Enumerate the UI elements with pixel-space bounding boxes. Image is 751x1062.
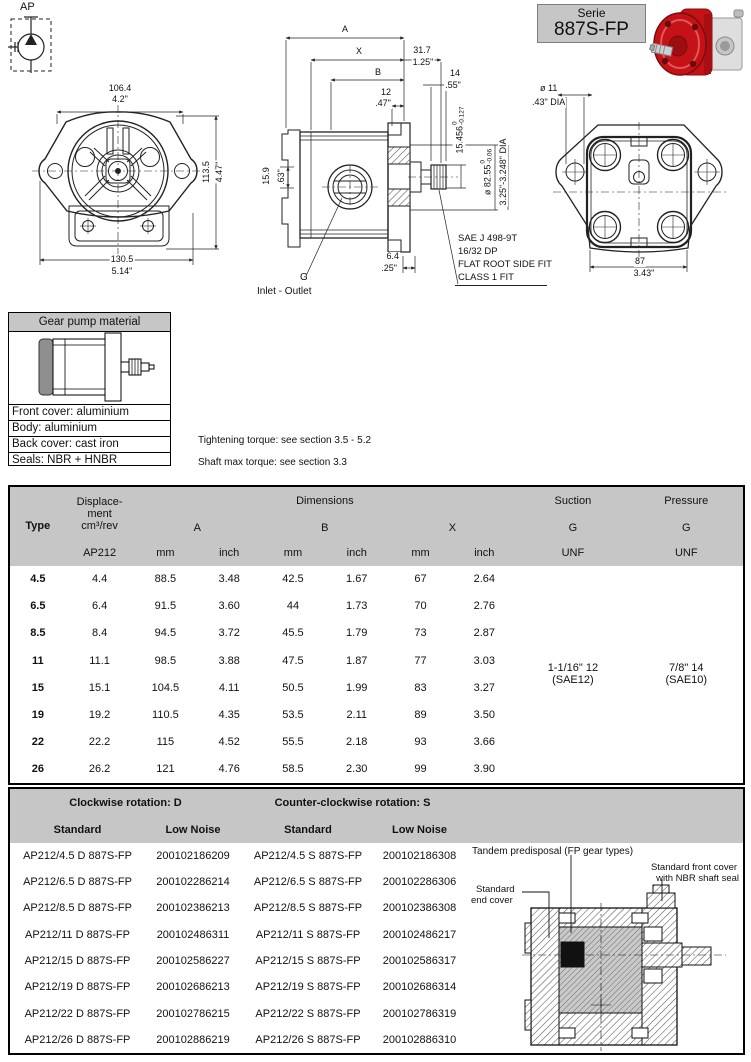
cell-x-in: 3.66 xyxy=(473,736,495,749)
col-header-suction: Suction xyxy=(516,487,629,515)
cell-cw-lownoise: 200102686213 xyxy=(156,981,230,994)
suction-value xyxy=(516,566,629,783)
cell-a-in: 3.48 xyxy=(218,573,240,586)
cell-a-mm: 110.5 xyxy=(152,708,179,721)
cell-type: 6.5 xyxy=(30,600,46,613)
dim-12-in: .47" xyxy=(375,98,391,108)
shaft-length-value: 15.456 xyxy=(454,125,464,154)
dim-label-a: A xyxy=(341,24,349,34)
cell-a-in: 3.72 xyxy=(218,627,240,640)
material-box xyxy=(8,312,171,466)
cell-ccw-standard: AP212/6.5 S 887S-FP xyxy=(253,876,363,889)
tol-hi: 0 xyxy=(451,121,459,125)
tandem-label: Tandem predisposal (FP gear types) xyxy=(472,845,634,857)
cell-a-mm: 88.5 xyxy=(154,573,177,586)
cell-ccw-lownoise: 200102786319 xyxy=(382,1007,457,1020)
displacement-line1: Displace- xyxy=(76,496,123,509)
cell-x-mm: 93 xyxy=(414,736,427,749)
cell-cw-standard: AP212/4.5 D 887S-FP xyxy=(23,849,132,862)
cell-cw-lownoise: 200102186209 xyxy=(156,849,230,862)
dim-64-mm: 6.4 xyxy=(386,251,399,261)
cell-ccw-lownoise: 200102286306 xyxy=(382,876,457,889)
tol-lo: -0.127 xyxy=(458,106,465,125)
cell-type: 26 xyxy=(31,763,44,776)
series-label: Serie xyxy=(577,6,606,20)
pressure-sae: (SAE10) xyxy=(665,674,708,687)
dimensions-table xyxy=(8,485,745,785)
shaft-length-dim xyxy=(453,107,466,154)
cell-cw-lownoise: 200102386213 xyxy=(156,902,230,915)
unit-x-mm: mm xyxy=(389,541,453,565)
pressure-g: G xyxy=(630,515,743,541)
cell-cw-standard: AP212/8.5 D 887S-FP xyxy=(23,902,132,915)
cell-ccw-lownoise: 200102686314 xyxy=(382,981,457,994)
cell-ccw-standard: AP212/8.5 S 887S-FP xyxy=(253,902,363,915)
cell-type: 19 xyxy=(31,708,44,721)
cell-b-in: 1.99 xyxy=(346,681,368,694)
col-header-standard-ccw: Standard xyxy=(241,817,375,842)
cell-b-mm: 44 xyxy=(286,600,300,613)
dim-159-mm: 15.9 xyxy=(261,167,271,185)
dim-317-mm: 31.7 xyxy=(413,45,431,55)
cell-ccw-standard: AP212/15 S 887S-FP xyxy=(255,954,361,967)
col-header-b: B xyxy=(261,515,389,541)
unit-b-inch: inch xyxy=(325,541,389,565)
front-height-mm: 113.5 xyxy=(201,161,211,183)
dim-64-in: .25" xyxy=(381,263,397,273)
col-header-clockwise: Clockwise rotation: D xyxy=(10,789,241,817)
product-photo xyxy=(650,4,750,80)
port-label: G xyxy=(300,272,308,283)
cell-b-mm: 42.5 xyxy=(282,573,304,586)
cell-type: 8.5 xyxy=(30,627,46,640)
material-box-title: Gear pump material xyxy=(9,313,170,332)
dim-label-x: X xyxy=(355,46,363,56)
cell-b-in: 2.18 xyxy=(346,736,368,749)
col-header-x: X xyxy=(389,515,517,541)
cell-a-in: 4.11 xyxy=(218,681,240,694)
displacement-model: AP212 xyxy=(66,541,134,565)
rear-width-mm: 87 xyxy=(634,256,646,266)
section-figure xyxy=(464,843,743,1053)
spline-note-3: FLAT ROOT SIDE FIT xyxy=(458,259,552,270)
cell-ccw-lownoise: 200102886310 xyxy=(382,1033,457,1046)
suction-g: G xyxy=(516,515,629,541)
material-row-body: Body: aluminium xyxy=(9,421,170,437)
unit-a-mm: mm xyxy=(134,541,198,565)
pressure-unf: UNF xyxy=(630,541,743,565)
rear-hole-dia-mm: ø 11 xyxy=(540,83,558,93)
displacement-unit: cm³/rev xyxy=(81,520,118,533)
col-header-pressure: Pressure xyxy=(630,487,743,515)
spline-note-1: SAE J 498-9T xyxy=(458,233,518,244)
cell-a-mm: 98.5 xyxy=(154,654,177,667)
cell-x-mm: 83 xyxy=(414,681,427,694)
cell-x-mm: 77 xyxy=(414,654,427,667)
table-row xyxy=(10,843,743,869)
dim-159-in: .63" xyxy=(276,169,286,185)
cell-disp: 11.1 xyxy=(89,654,110,667)
material-row-seals: Seals: NBR + HNBR xyxy=(12,454,118,466)
cell-cw-standard: AP212/22 D 887S-FP xyxy=(24,1007,131,1020)
cell-x-mm: 70 xyxy=(414,600,427,613)
series-value: 887S-FP xyxy=(554,19,629,40)
cell-ccw-standard: AP212/22 S 887S-FP xyxy=(255,1007,361,1020)
cell-ccw-standard: AP212/26 S 887S-FP xyxy=(255,1033,361,1046)
suction-unf: UNF xyxy=(516,541,629,565)
cell-a-mm: 104.5 xyxy=(151,681,180,694)
ap-symbol-label: AP xyxy=(20,1,35,13)
cell-a-in: 4.76 xyxy=(218,763,240,776)
tol-lo: -0.06 xyxy=(486,148,493,164)
spline-note-4: CLASS 1 FIT xyxy=(458,272,514,283)
cell-cw-standard: AP212/15 D 887S-FP xyxy=(24,954,131,967)
dim-14-mm: 14 xyxy=(449,68,461,78)
cell-ccw-lownoise: 200102386308 xyxy=(382,902,457,915)
pilot-dia-dim xyxy=(481,149,494,195)
cell-b-mm: 55.5 xyxy=(282,736,304,749)
dim-12-mm: 12 xyxy=(380,87,392,97)
cell-x-in: 2.76 xyxy=(473,600,495,613)
cell-a-in: 3.88 xyxy=(218,654,240,667)
cell-ccw-lownoise: 200102586317 xyxy=(382,954,457,967)
suction-size: 1-1/16" 12 xyxy=(547,662,599,675)
col-header-lownoise-cw: Low Noise xyxy=(145,817,241,842)
cell-disp: 4.4 xyxy=(91,573,108,586)
col-header-standard-cw: Standard xyxy=(10,817,145,842)
cell-b-in: 1.67 xyxy=(346,573,368,586)
cell-disp: 19.2 xyxy=(88,708,111,721)
cell-b-in: 1.73 xyxy=(346,600,368,613)
cell-b-in: 2.11 xyxy=(346,708,368,721)
cell-cw-lownoise: 200102886219 xyxy=(156,1033,230,1046)
cell-x-in: 2.64 xyxy=(473,573,495,586)
pump-side-icon xyxy=(9,332,170,403)
pilot-dia-value: ø 82.55 xyxy=(482,164,492,196)
pilot-dia-tolerance xyxy=(481,149,494,164)
cell-x-in: 3.90 xyxy=(473,763,495,776)
cell-a-mm: 115 xyxy=(156,736,175,749)
cell-b-mm: 53.5 xyxy=(282,708,304,721)
cell-b-in: 1.79 xyxy=(346,627,368,640)
cell-disp: 26.2 xyxy=(88,763,111,776)
pressure-size: 7/8" 14 xyxy=(669,662,704,675)
cell-b-in: 2.30 xyxy=(346,763,368,776)
unit-b-mm: mm xyxy=(261,541,325,565)
section-figure-cell xyxy=(464,843,743,1053)
cell-type: 15 xyxy=(31,681,44,694)
front-cover-label-1: Standard front cover xyxy=(650,861,738,873)
table-row xyxy=(10,566,743,593)
pressure-value xyxy=(630,566,743,783)
material-row-front-cover: Front cover: aluminium xyxy=(9,405,170,421)
col-header-lownoise-ccw: Low Noise xyxy=(375,817,464,842)
cell-x-in: 3.27 xyxy=(473,681,495,694)
cell-b-mm: 47.5 xyxy=(282,654,304,667)
unit-a-inch: inch xyxy=(197,541,261,565)
dim-label-b: B xyxy=(374,67,382,77)
rear-width-in: 3.43" xyxy=(633,268,655,278)
dim-14-in: .55" xyxy=(445,80,461,90)
col-header-dimensions: Dimensions xyxy=(134,487,517,515)
shaft-length-tolerance xyxy=(453,107,466,125)
col-header-type: Type xyxy=(10,487,66,566)
cell-x-mm: 89 xyxy=(414,708,427,721)
displacement-line2: ment xyxy=(87,508,112,521)
cell-a-mm: 121 xyxy=(156,763,175,776)
cell-b-mm: 45.5 xyxy=(282,627,304,640)
cell-cw-lownoise: 200102586227 xyxy=(156,954,230,967)
end-cover-label-2: end cover xyxy=(471,894,513,906)
cell-cw-standard: AP212/11 D 887S-FP xyxy=(25,928,130,941)
cell-cw-standard: AP212/19 D 887S-FP xyxy=(24,981,131,994)
cell-x-in: 2.87 xyxy=(473,627,495,640)
col-header-displacement xyxy=(66,487,134,541)
cell-x-mm: 67 xyxy=(414,573,427,586)
cell-cw-lownoise: 200102486311 xyxy=(156,928,230,941)
cell-disp: 8.4 xyxy=(91,627,108,640)
cell-a-mm: 91.5 xyxy=(154,600,177,613)
annotation-header-spacer xyxy=(464,789,743,843)
shaft-torque-note: Shaft max torque: see section 3.3 xyxy=(198,457,347,468)
cell-disp: 22.2 xyxy=(88,736,111,749)
spline-note-2: 16/32 DP xyxy=(458,246,498,257)
tightening-torque-note: Tightening torque: see section 3.5 - 5.2 xyxy=(198,435,372,446)
pilot-dia-inch: 3.25"-3.248" DIA xyxy=(498,138,508,206)
material-row-back-cover: Back cover: cast iron xyxy=(9,437,170,453)
col-header-counterclockwise: Counter-clockwise rotation: S xyxy=(241,789,464,817)
dim-317-in: 1.25" xyxy=(412,57,434,67)
cell-a-mm: 94.5 xyxy=(154,627,177,640)
rear-hole-dia-in: .43" DIA xyxy=(532,97,566,107)
port-caption: Inlet - Outlet xyxy=(257,286,312,297)
pump-schematic-icon xyxy=(8,12,60,78)
cell-type: 4.5 xyxy=(30,573,46,586)
cell-x-in: 3.50 xyxy=(473,708,495,721)
cell-x-mm: 99 xyxy=(414,763,427,776)
series-badge xyxy=(537,4,646,43)
end-cover-label-1: Standard xyxy=(476,883,515,895)
cell-b-mm: 50.5 xyxy=(282,681,304,694)
cell-ccw-lownoise: 200102486217 xyxy=(382,928,457,941)
front-width-top-mm: 106.4 xyxy=(108,83,132,93)
part-number-table xyxy=(8,787,745,1055)
front-cover-label-2: with NBR shaft seal xyxy=(656,872,740,884)
cell-disp: 6.4 xyxy=(91,600,108,613)
cell-x-mm: 73 xyxy=(414,627,427,640)
material-box-figure xyxy=(9,332,170,405)
cell-type: 22 xyxy=(31,736,44,749)
col-header-a: A xyxy=(134,515,262,541)
cell-a-in: 3.60 xyxy=(218,600,240,613)
cell-type: 11 xyxy=(32,654,44,667)
tol-hi: 0 xyxy=(479,160,487,164)
front-height-in: 4.47" xyxy=(214,161,224,183)
cell-ccw-standard: AP212/4.5 S 887S-FP xyxy=(253,849,363,862)
unit-x-inch: inch xyxy=(452,541,516,565)
cell-cw-lownoise: 200102786215 xyxy=(156,1007,230,1020)
front-width-bottom-mm: 130.5 xyxy=(110,254,134,264)
suction-sae: (SAE12) xyxy=(552,674,594,687)
cell-cw-lownoise: 200102286214 xyxy=(156,876,230,889)
cell-cw-standard: AP212/6.5 D 887S-FP xyxy=(23,876,132,889)
cell-b-in: 1.87 xyxy=(346,654,368,667)
cell-a-in: 4.52 xyxy=(218,736,240,749)
front-width-top-in: 4.2" xyxy=(112,94,128,104)
cell-a-in: 4.35 xyxy=(218,708,240,721)
cell-x-in: 3.03 xyxy=(473,654,495,667)
front-width-bottom-in: 5.14" xyxy=(111,266,133,276)
cell-cw-standard: AP212/26 D 887S-FP xyxy=(24,1033,131,1046)
cell-ccw-standard: AP212/19 S 887S-FP xyxy=(255,981,361,994)
cell-ccw-standard: AP212/11 S 887S-FP xyxy=(255,928,361,941)
cell-ccw-lownoise: 200102186308 xyxy=(382,849,457,862)
cell-b-mm: 58.5 xyxy=(282,763,304,776)
cell-disp: 15.1 xyxy=(88,681,111,694)
